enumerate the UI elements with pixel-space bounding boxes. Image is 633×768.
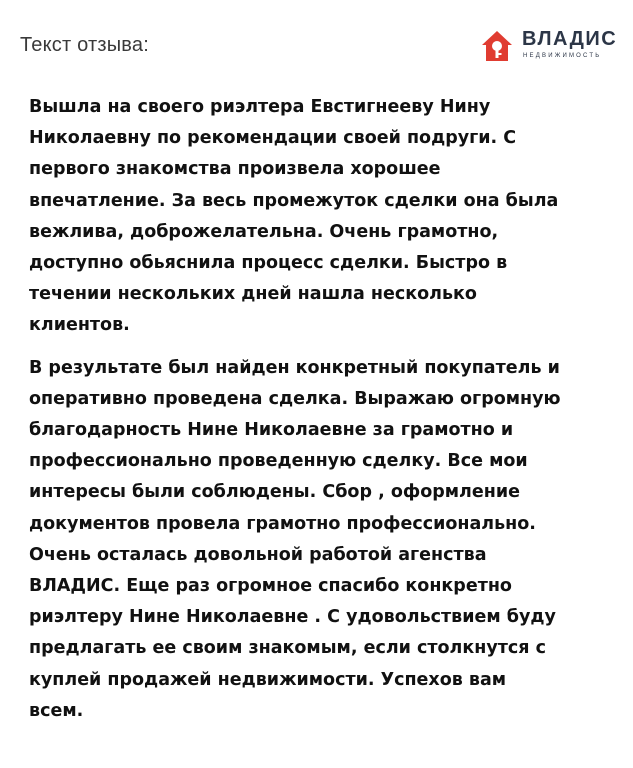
house-key-icon <box>480 29 514 63</box>
review-paragraph-2: В результате был найден конкретный покупатель и оперативно проведена сделка. Выражаю огромную благодарность Нине Николаевне за грамотно и профессионально проведенную сделку. Все мои интересы были соблюдены. Сбор , оформление документов провела грамотно профессионально. Очень осталась довольной работой агенства ВЛАДИС. Еще раз огромное спасибо конкретно риэлтеру Нине Николаевне . С удовольствием буду предлагать ее своим знакомым, если столкнутся с куплей продажей недвижимости. Успехов вам всем. <box>29 357 561 721</box>
logo-brand-name: ВЛАДИС <box>522 28 618 50</box>
review-body <box>29 92 619 727</box>
logo-brand-subtitle: НЕДВИЖИМОСТЬ <box>523 53 602 59</box>
review-heading: Текст отзыва: <box>20 34 149 56</box>
company-logo <box>480 26 620 66</box>
review-paragraph-1: Вышла на своего риэлтера Евстигнееву Нину Николаевну по рекомендации своей подруги. С первого знакомства произвела хорошее впечатление. За весь промежуток сделки она была вежлива, доброжелательна. Очень грамотно, доступно обьяснила процесс сделки. Быстро в течении нескольких дней нашла несколько клиентов. <box>29 97 559 336</box>
